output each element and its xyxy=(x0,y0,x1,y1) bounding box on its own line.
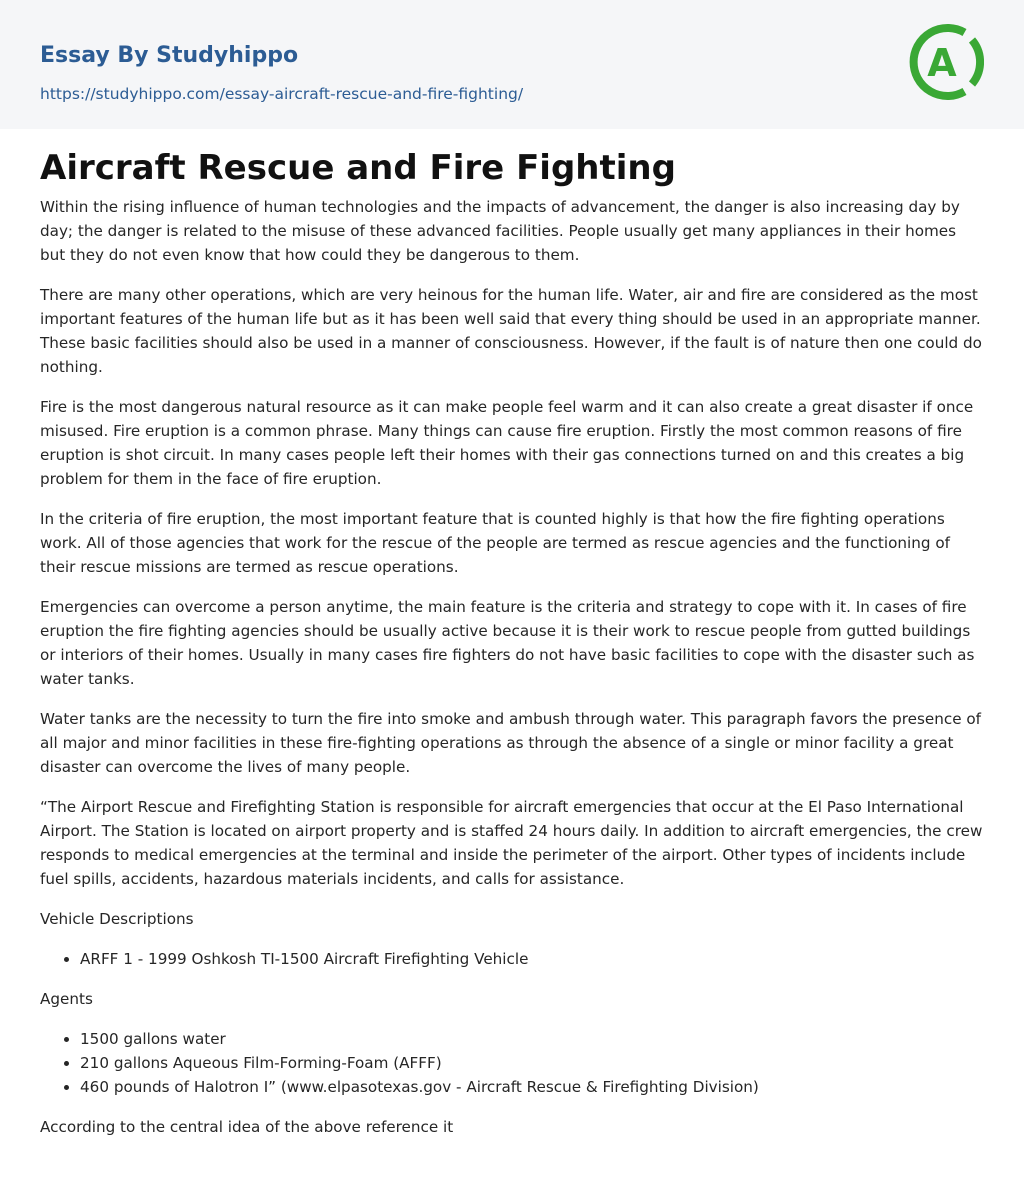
paragraph: In the criteria of fire eruption, the most important feature that is counted highly is that how the fire fighting operations work. All of those agencies that work for the rescue of the people are termed as rescue agencies and the functioning of their rescue missions are termed as rescue operations. xyxy=(40,510,950,576)
paragraph: There are many other operations, which are very heinous for the human life. Water, air and fire are considered as the most important features of the human life but as it has been well said that every thing should be used in an appropriate manner. These basic facilities should also be used in a manner of consciousness. However, if the fault is of nature then one could do nothing. xyxy=(40,286,982,376)
essay-content xyxy=(0,129,1024,1139)
essay-url-link[interactable]: https://studyhippo.com/essay-aircraft-rescue-and-fire-fighting/ xyxy=(40,85,524,103)
studyhippo-logo-icon[interactable] xyxy=(900,20,984,104)
list-item: • 1500 gallons water xyxy=(80,1027,984,1051)
logo-letter: A xyxy=(927,41,957,85)
paragraph: Water tanks are the necessity to turn the fire into smoke and ambush through water. This paragraph favors the presence of all major and minor facilities in these fire-fighting operations as through the absence of a single or minor facility a great disaster can overcome the lives of many people. xyxy=(40,710,982,776)
brand-link[interactable]: Essay By Studyhippo xyxy=(40,43,299,68)
list-item: • ARFF 1 - 1999 Oshkosh TI-1500 Aircraft Firefighting Vehicle xyxy=(80,947,984,971)
paragraph: Emergencies can overcome a person anytime, the main feature is the criteria and strategy to cope with it. In cases of fire eruption the fire fighting agencies should be usually active because it is their work to rescue people from gutted buildings or interiors of their homes. Usually in many cases fire fighters do not have basic facilities to cope with the disaster such as water tanks. xyxy=(40,598,975,688)
site-header xyxy=(0,0,1024,129)
quote-paragraph: “The Airport Rescue and Firefighting Station is responsible for aircraft emergencies that occur at the El Paso International Airport. The Station is located on airport property and is staffed 24 hours daily. In addition to aircraft emergencies, the crew responds to medical emergencies at the terminal and inside the perimeter of the airport. Other types of incidents include fuel spills, accidents, hazardous materials incidents, and calls for assistance. xyxy=(40,798,983,888)
vehicle-heading: Vehicle Descriptions xyxy=(40,910,194,928)
paragraph: According to the central idea of the above reference it xyxy=(40,1118,454,1136)
page-title: Aircraft Rescue and Fire Fighting xyxy=(40,148,676,188)
list-item: • 460 pounds of Halotron I” (www.elpasotexas.gov - Aircraft Rescue & Firefighting Division) xyxy=(80,1075,984,1099)
paragraph: Within the rising influence of human technologies and the impacts of advancement, the danger is also increasing day by day; the danger is related to the misuse of these advanced facilities. People usually get many appliances in their homes but they do not even know that how could they be dangerous to them. xyxy=(40,198,960,264)
agents-heading: Agents xyxy=(40,990,93,1008)
agents-list xyxy=(40,1027,984,1099)
vehicle-list xyxy=(40,947,984,971)
paragraph: Fire is the most dangerous natural resource as it can make people feel warm and it can also create a great disaster if once misused. Fire eruption is a common phrase. Many things can cause fire eruption. Firstly the most common reasons of fire eruption is shot circuit. In many cases people left their homes with their gas connections turned on and this creates a big problem for them in the face of fire eruption. xyxy=(40,398,974,488)
list-item: • 210 gallons Aqueous Film-Forming-Foam (AFFF) xyxy=(80,1051,984,1075)
